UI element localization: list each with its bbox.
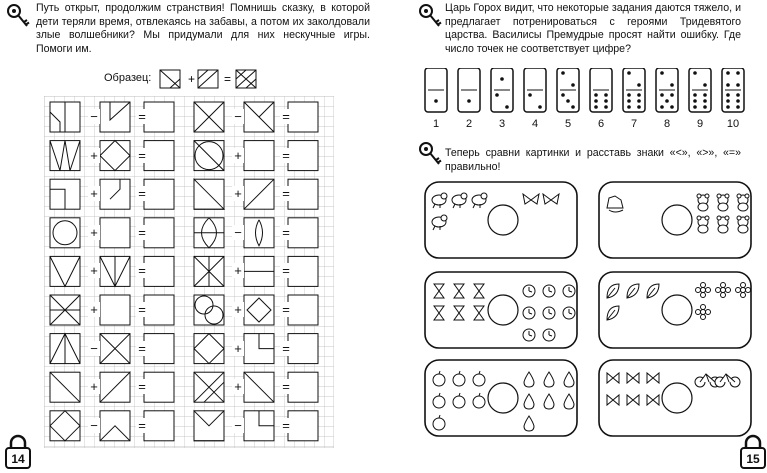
domino-number: 3 — [498, 118, 506, 130]
math-operator: = — [136, 379, 148, 394]
domino — [458, 68, 480, 112]
math-operator: − — [232, 225, 244, 240]
domino — [590, 68, 612, 112]
key-icon — [417, 140, 443, 168]
page-number-left: 14 — [11, 452, 25, 466]
key-icon — [5, 2, 31, 30]
math-operator: − — [232, 109, 244, 124]
task1-text: Царь Горох видит, что некоторые задания даются тяжело, и предлагает потренироваться с героями Тридевятого царства. Василисы Премудрые просят найти ошибку. Где число точек не соответствует цифре? — [445, 2, 741, 55]
math-operator: + — [88, 302, 100, 317]
math-operator: = — [280, 341, 292, 356]
math-operator: = — [136, 109, 148, 124]
comparison-panel — [599, 182, 751, 258]
domino — [524, 68, 546, 112]
math-operator: − — [88, 341, 100, 356]
math-operator: = — [136, 225, 148, 240]
comparison-panel — [425, 360, 577, 436]
domino — [689, 68, 711, 112]
math-operator: − — [232, 418, 244, 433]
math-operator: + — [232, 302, 244, 317]
domino — [623, 68, 645, 112]
domino-number: 2 — [465, 118, 473, 130]
sample-label: Образец: — [104, 72, 152, 84]
domino — [425, 68, 447, 112]
left-intro-text: Путь открыт, продолжим странствия! Помнишь сказку, в которой дети теряли время, отвлекаясь на забавы, а потом их заколдовали злые волшебники? Мы придумали для них нескучные игры. Помоги им. — [36, 2, 370, 55]
domino-number: 9 — [696, 118, 704, 130]
domino — [656, 68, 678, 112]
task2-text: Теперь сравни картинки и расставь знаки «<», «>», «=» правильно! — [445, 147, 741, 173]
math-operator: + — [88, 263, 100, 278]
math-operator: − — [88, 418, 100, 433]
math-operator: + — [88, 379, 100, 394]
math-operator: = — [136, 263, 148, 278]
math-operator: + — [88, 148, 100, 163]
math-operator: + — [232, 186, 244, 201]
domino-number: 10 — [726, 118, 740, 130]
math-operator: + — [232, 148, 244, 163]
math-operator: = — [136, 148, 148, 163]
sample-figures — [158, 67, 258, 91]
svg-text:=: = — [224, 72, 232, 86]
domino-number: 5 — [564, 118, 572, 130]
math-operator: = — [136, 341, 148, 356]
domino-row — [423, 68, 753, 116]
domino-number: 7 — [630, 118, 638, 130]
math-operator: = — [280, 263, 292, 278]
domino — [491, 68, 513, 112]
math-operator: = — [136, 302, 148, 317]
math-operator: + — [88, 225, 100, 240]
comparison-panel — [425, 272, 577, 348]
domino — [722, 68, 744, 112]
math-operator: + — [232, 379, 244, 394]
page-number-right: 15 — [746, 452, 760, 466]
math-operator: = — [136, 186, 148, 201]
math-operator: = — [280, 225, 292, 240]
comparison-panel — [599, 360, 751, 436]
math-operator: − — [88, 109, 100, 124]
comparison-panel — [425, 182, 577, 258]
comparison-panels — [423, 180, 753, 442]
key-icon — [417, 2, 443, 30]
svg-text:+: + — [188, 72, 196, 86]
math-operator: + — [232, 263, 244, 278]
left-page — [0, 0, 383, 473]
domino-number: 1 — [432, 118, 440, 130]
domino-numbers — [423, 118, 753, 134]
domino-number: 4 — [531, 118, 539, 130]
domino — [557, 68, 579, 112]
math-operator: = — [136, 418, 148, 433]
math-operator: = — [280, 379, 292, 394]
domino-number: 6 — [597, 118, 605, 130]
right-page — [383, 0, 767, 473]
math-operator: = — [280, 109, 292, 124]
math-operator: = — [280, 148, 292, 163]
domino-number: 8 — [663, 118, 671, 130]
math-operator: + — [88, 186, 100, 201]
operator-layer — [44, 96, 334, 448]
comparison-panel — [599, 272, 751, 348]
math-operator: = — [280, 418, 292, 433]
math-operator: = — [280, 302, 292, 317]
math-operator: = — [280, 186, 292, 201]
math-operator: + — [232, 341, 244, 356]
